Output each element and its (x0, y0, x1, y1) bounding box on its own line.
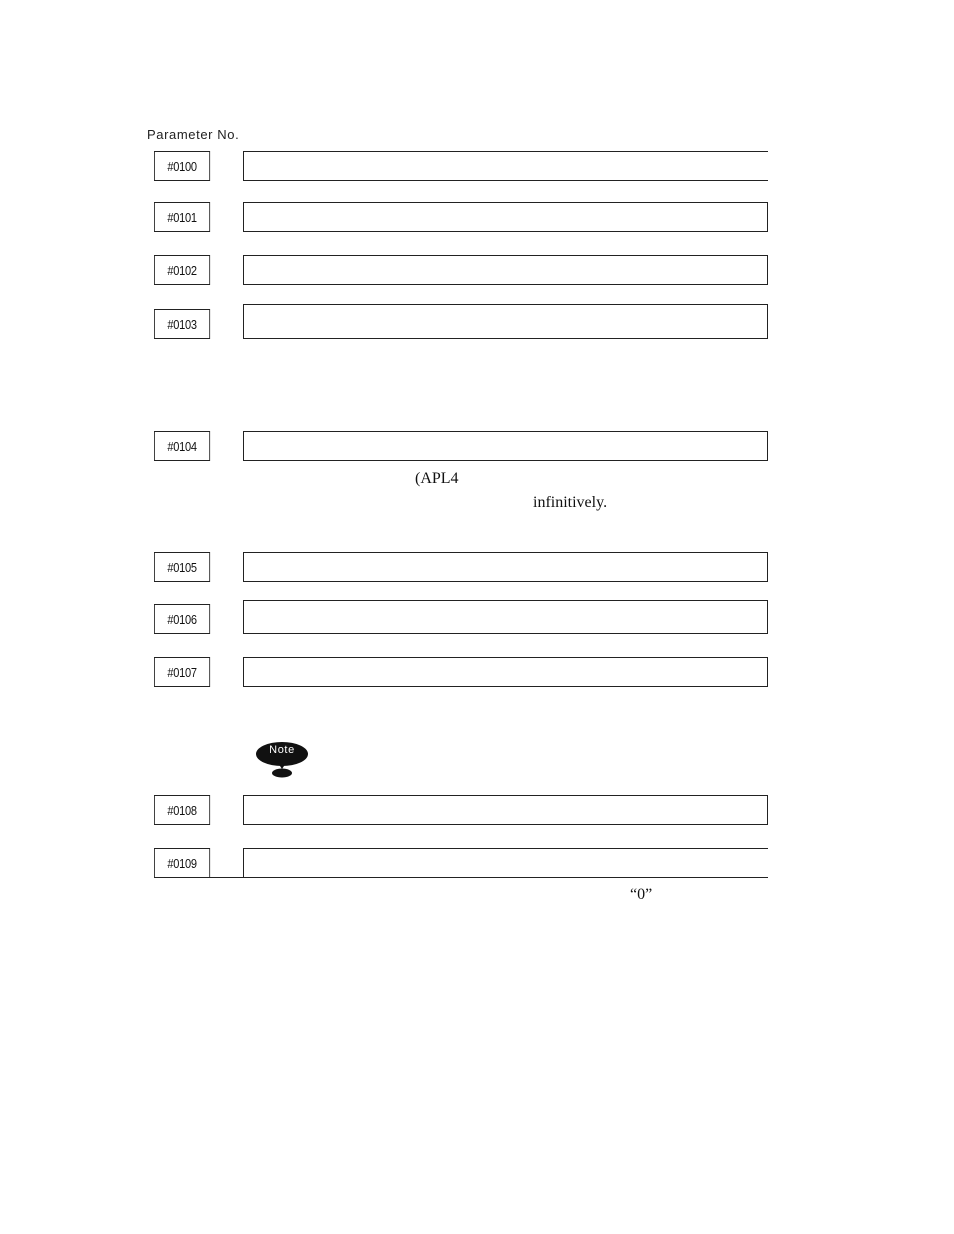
param-label-0105: #0105 (154, 552, 210, 582)
param-label-0106: #0106 (154, 604, 210, 634)
param-label-0109: #0109 (154, 848, 210, 878)
param-field-0108 (243, 795, 768, 825)
divider-line (155, 877, 768, 878)
param-label-0102: #0102 (154, 255, 210, 285)
parameter-no-heading: Parameter No. (147, 127, 240, 142)
param-field-0101 (243, 202, 768, 232)
param-field-0102 (243, 255, 768, 285)
param-field-0107 (243, 657, 768, 687)
param-field-0104 (243, 431, 768, 461)
param-label-0103: #0103 (154, 309, 210, 339)
param-field-0103 (243, 304, 768, 339)
param-label-0101: #0101 (154, 202, 210, 232)
param-field-0100 (243, 151, 768, 181)
param-field-0106 (243, 600, 768, 634)
text-fragment-infinitively: infinitively. (533, 494, 608, 511)
param-label-0100: #0100 (154, 151, 210, 181)
note-icon (255, 741, 309, 779)
param-label-0104: #0104 (154, 431, 210, 461)
param-field-0105 (243, 552, 768, 582)
note-icon-label: Note (269, 744, 295, 756)
text-fragment-apl: (APL4 (415, 470, 459, 487)
param-label-0107: #0107 (154, 657, 210, 687)
param-field-0109 (243, 848, 768, 878)
param-label-0108: #0108 (154, 795, 210, 825)
text-fragment-zero: “0” (630, 886, 653, 903)
